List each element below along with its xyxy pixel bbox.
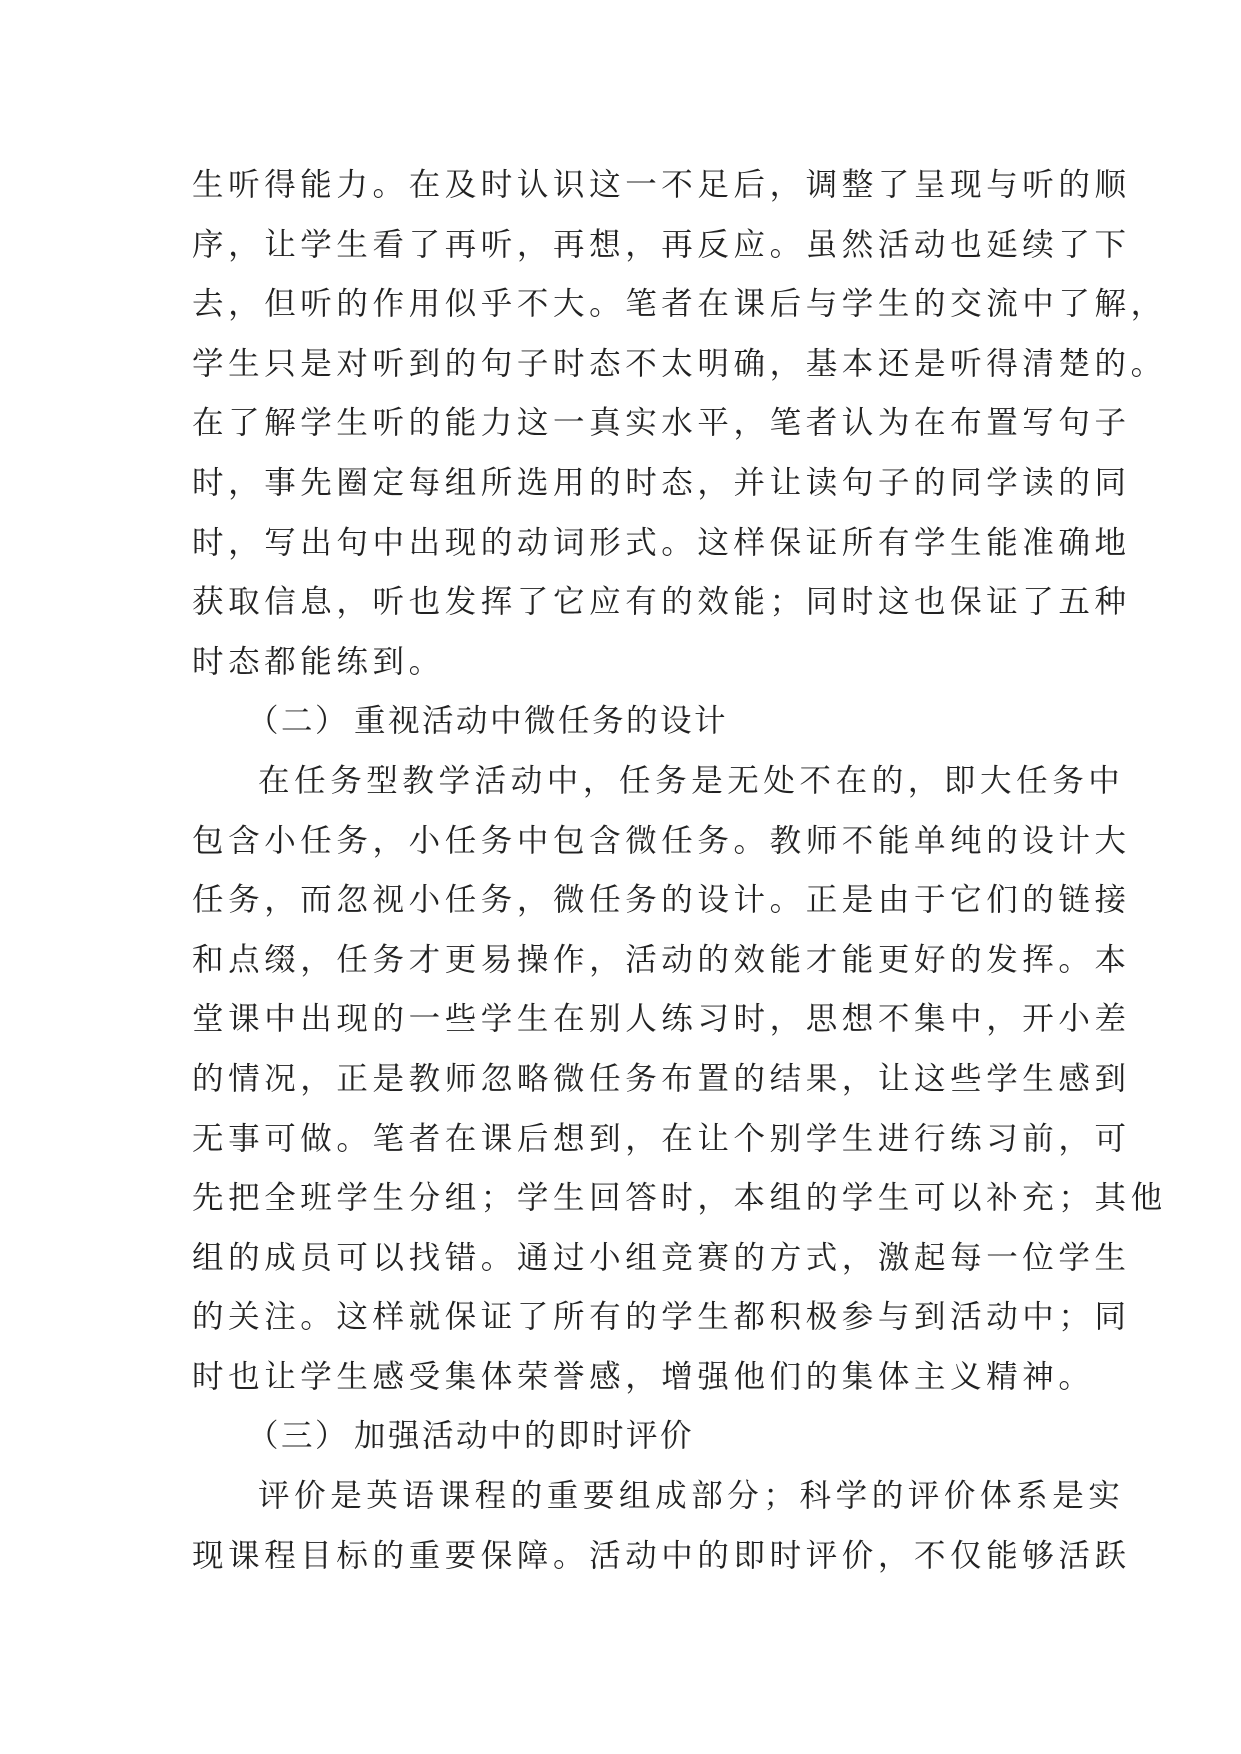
paragraph-line: 生听得能力。在及时认识这一不足后，调整了呈现与听的顺 bbox=[192, 167, 1131, 203]
paragraph-line: 的关注。这样就保证了所有的学生都积极参与到活动中；同 bbox=[192, 1299, 1131, 1336]
body-text bbox=[192, 156, 1167, 1586]
paragraph-line: 时也让学生感受集体荣誉感，增强他们的集体主义精神。 bbox=[192, 1358, 1095, 1395]
paragraph-line: 去，但听的作用似乎不大。笔者在课后与学生的交流中了解， bbox=[192, 286, 1167, 323]
paragraph-line: 组的成员可以找错。通过小组竞赛的方式，激起每一位学生 bbox=[192, 1239, 1131, 1276]
paragraph-line: 时态都能练到。 bbox=[192, 643, 445, 680]
paragraph-line: 和点缀，任务才更易操作，活动的效能才能更好的发挥。本 bbox=[192, 941, 1131, 978]
paragraph-line: 无事可做。笔者在课后想到，在让个别学生进行练习前，可 bbox=[192, 1120, 1131, 1157]
paragraph-line: 在了解学生听的能力这一真实水平，笔者认为在布置写句子 bbox=[192, 405, 1131, 442]
paragraph-line: 现课程目标的重要保障。活动中的即时评价，不仅能够活跃 bbox=[192, 1537, 1131, 1574]
section-heading bbox=[192, 1407, 1052, 1467]
section-heading bbox=[192, 692, 1052, 752]
section-heading-number: （二） bbox=[247, 703, 350, 740]
paragraph-line: 堂课中出现的一些学生在别人练习时，思想不集中，开小差 bbox=[192, 1001, 1131, 1038]
paragraph-line: 的情况，正是教师忽略微任务布置的结果，让这些学生感到 bbox=[192, 1060, 1131, 1097]
section-heading-number: （三） bbox=[247, 1418, 350, 1455]
paragraph-first-line: 评价是英语课程的重要组成部分；科学的评价体系是实 bbox=[258, 1478, 1125, 1515]
section-heading-title: 加强活动中的即时评价 bbox=[354, 1418, 695, 1455]
paragraph-line: 序，让学生看了再听，再想，再反应。虽然活动也延续了下 bbox=[192, 226, 1131, 263]
paragraph-line: 时，事先圈定每组所选用的时态，并让读句子的同学读的同 bbox=[192, 464, 1131, 501]
paragraph-line: 包含小任务，小任务中包含微任务。教师不能单纯的设计大 bbox=[192, 822, 1131, 859]
paragraph-line: 时，写出句中出现的动词形式。这样保证所有学生能准确地 bbox=[192, 524, 1131, 561]
paragraph-first-line: 在任务型教学活动中，任务是无处不在的，即大任务中 bbox=[258, 762, 1125, 799]
paragraph-line: 学生只是对听到的句子时态不太明确，基本还是听得清楚的。 bbox=[192, 345, 1167, 382]
paragraph-line: 获取信息，听也发挥了它应有的效能；同时这也保证了五种 bbox=[192, 584, 1131, 621]
paragraph-line: 任务，而忽视小任务，微任务的设计。正是由于它们的链接 bbox=[192, 882, 1131, 919]
section-heading-title: 重视活动中微任务的设计 bbox=[354, 703, 729, 740]
paragraph-line: 先把全班学生分组；学生回答时，本组的学生可以补充；其他 bbox=[192, 1180, 1167, 1217]
